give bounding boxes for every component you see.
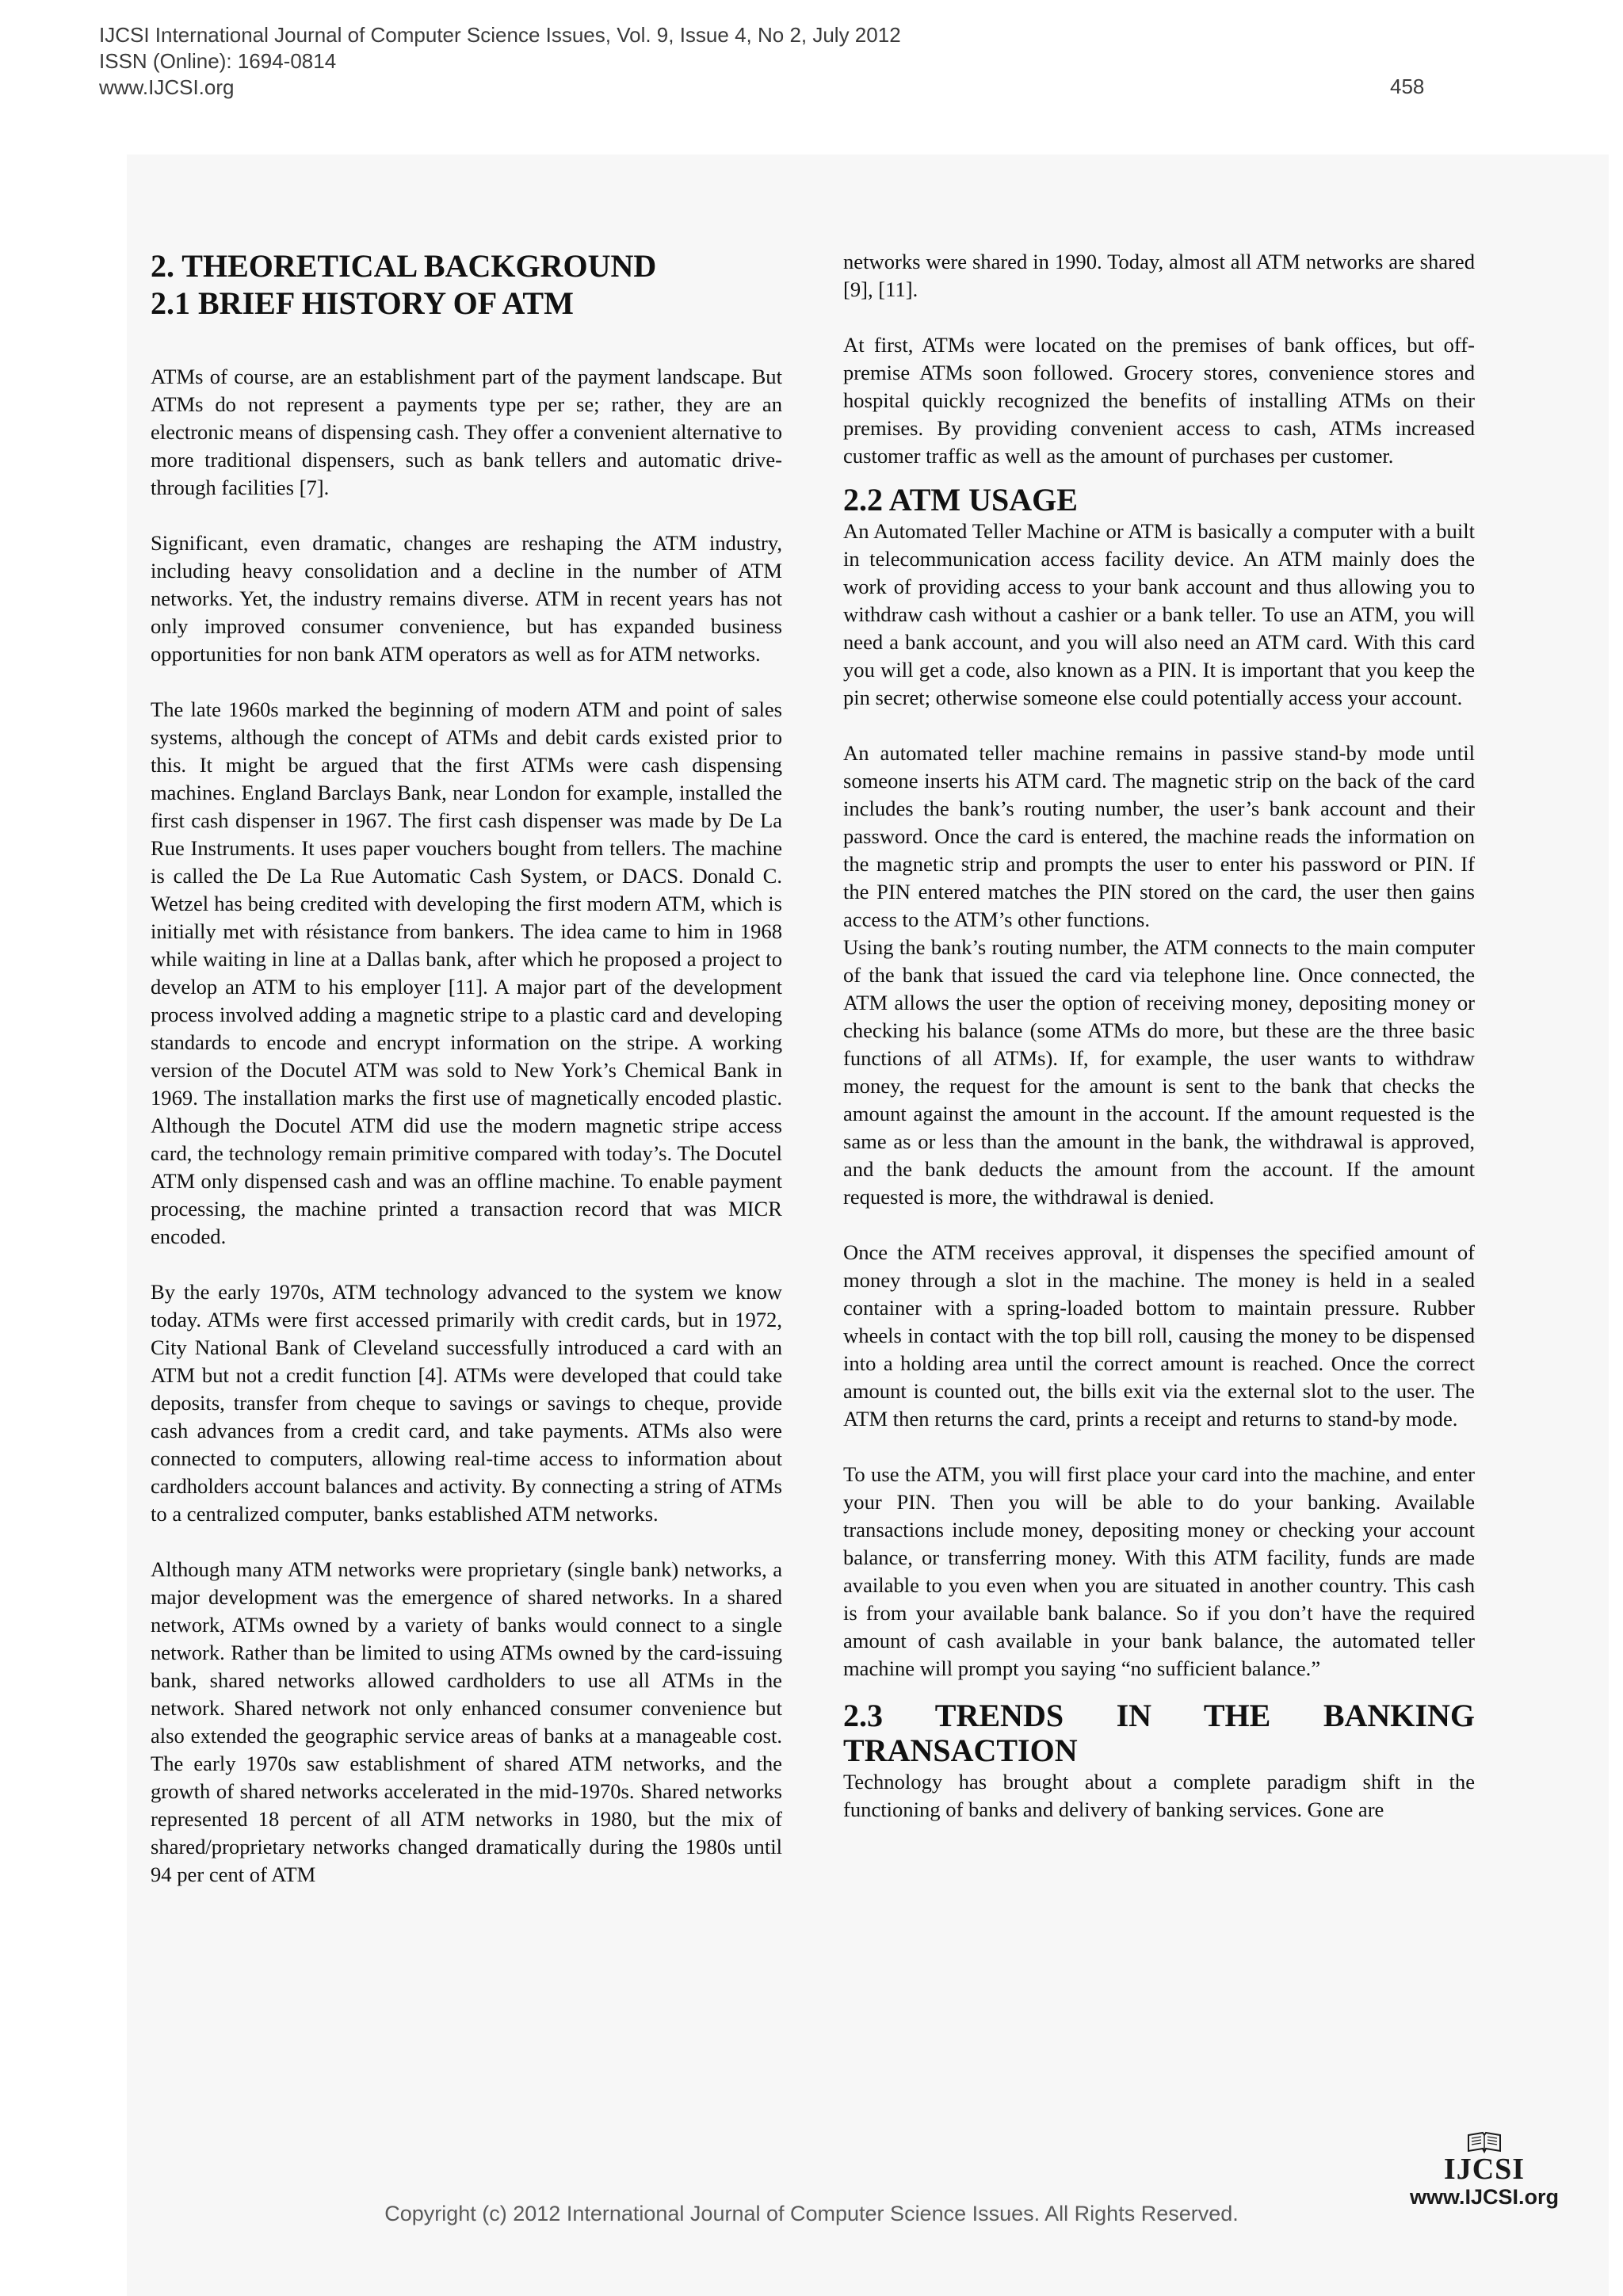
paragraph-standby-mode: An automated teller machine remains in passive stand-by mode until someone inserts his ATM card. The magnetic strip on the back of the card includes the bank’s routing number, the user’s bank account and their password. Once the card is entered, the machine reads the information on the magnetic strip and prompts the user to enter his password or PIN. If the PIN entered matches the PIN stored on the card, the user then gains access to the ATM’s other functions. (843, 741, 1475, 931)
subsection-title-history: 2.1 BRIEF HISTORY OF ATM (151, 285, 574, 321)
subsection-title-trends: 2.3 TRENDS IN THE BANKING TRANSACTION (843, 1698, 1475, 1768)
paragraph-industry-changes: Significant, even dramatic, changes are reshaping the ATM industry, including heavy consolidation and a decline in the number of ATM networks. Yet, the industry remains diverse. ATM in recent years has not only improved consumer convenience, but has expanded business opportunities for non bank ATM operators as well as for ATM networks. (151, 531, 782, 666)
ijcsi-logo (1401, 2130, 1568, 2210)
paragraph-atm-premises: At first, ATMs were located on the premises of bank offices, but off-premise ATMs soon followed. Grocery stores, convenience stores and hospital quickly recognized the benefits of installing ATMs on their premises. By providing convenient access to cash, ATMs increased customer traffic as well as the amount of purchases per customer. (843, 333, 1475, 468)
paragraph-shared-networks: Although many ATM networks were proprietary (single bank) networks, a major development was the emergence of shared networks. In a shared network, ATMs owned by a variety of banks would connect to a single network. Rather than be limited to using ATMs owned by the card-issuing bank, shared networks allowed cardholders to use all ATMs in the network. Shared network not only enhanced consumer convenience but also extended the geographic service areas of banks at a manageable cost. The early 1970s saw establishment of shared ATM networks, and the growth of shared networks accelerated in the mid-1970s. Shared networks represented 18 percent of all ATM networks in 1980, but the mix of shared/proprietary networks changed dramatically during the 1980s until 94 per cent of ATM (151, 1557, 782, 1886)
paragraph-trends: Technology has brought about a complete paradigm shift in the functioning of banks and delivery of banking services. Gone are (843, 1770, 1475, 1821)
section-heading-block (151, 247, 782, 322)
section-title: 2. THEORETICAL BACKGROUND (151, 248, 657, 284)
open-book-icon (1467, 2130, 1502, 2154)
journal-line: IJCSI International Journal of Computer Science Issues, Vol. 9, Issue 4, No 2, July 2012 (99, 23, 901, 47)
issn-line: ISSN (Online): 1694-0814 (99, 49, 337, 73)
left-column (151, 247, 782, 1889)
paragraph-late-1960s: The late 1960s marked the beginning of modern ATM and point of sales systems, although the concept of ATMs and debit cards existed prior to this. It might be argued that the first ATMs were cash dispensing machines. England Barclays Bank, near London for example, installed the first cash dispenser in 1967. The first cash dispenser was made by De La Rue Instruments. It uses paper vouchers bought from tellers. The machine is called the De La Rue Automatic Cash System, or DACS. Donald C. Wetzel has being credited with developing the first modern ATM, which is initially met with résistance from bankers. The idea came to him in 1968 while waiting in line at a Dallas bank, after which he proposed a project to develop an ATM to his employer [11]. A major part of the development process involved adding a magnetic stripe to a plastic card and developing standards to encode and encrypt information on the stripe. A working version of the Docutel ATM was sold to New York’s Chemical Bank in 1969. The installation marks the first use of magnetically encoded plastic. Although the Docutel ATM did use the modern magnetic stripe access card, the technology remain primitive compared with today’s. The Docutel ATM only dispensed cash and was an offline machine. To enable payment processing, the machine printed a transaction record that was MICR encoded. (151, 697, 782, 1248)
paragraph-payment-landscape: ATMs of course, are an establishment part of the payment landscape. But ATMs do not represent a payments type per se; rather, they are an electronic means of dispensing cash. They offer a convenient alternative to more traditional dispensers, such as bank tellers and automatic drive- through facilities [7]. (151, 365, 782, 499)
journal-website: www.IJCSI.org (99, 75, 235, 99)
page-number: 458 (1390, 74, 1425, 98)
copyright-footer: Copyright (c) 2012 International Journal of Computer Science Issues. All Rights Reserved. (384, 2202, 1239, 2225)
paragraph-early-1970s: By the early 1970s, ATM technology advanced to the system we know today. ATMs were first accessed primarily with credit cards, but in 1972, City National Bank of Cleveland successfully introduced a card with an ATM but not a credit function [4]. ATMs were developed that could take deposits, transfer from cheque to savings or savings to cheque, provide cash advances from a credit card, and take payments. ATMs also were connected to computers, allowing real-time access to information about cardholders account balances and activity. By connecting a string of ATMs to a centralized computer, banks established ATM networks. (151, 1280, 782, 1526)
logo-wordmark: IJCSI (1443, 2153, 1526, 2186)
subsection-title-usage: 2.2 ATM USAGE (843, 482, 1078, 518)
paragraph-dispensing: Once the ATM receives approval, it dispenses the specified amount of money through a slot in the machine. The money is held in a sealed container with a spring-loaded bottom to maintain pressure. Rubber wheels in contact with the top bill roll, causing the money to be dispensed into a holding area until the correct amount is reached. Once the correct amount is counted out, the bills exit via the external slot to the user. The ATM then returns the card, prints a receipt and returns to stand-by mode. (843, 1240, 1475, 1431)
paragraph-routing-number: Using the bank’s routing number, the ATM connects to the main computer of the bank that issued the card via telephone line. Once connected, the ATM allows the user the option of receiving money, depositing money or checking his balance (some ATMs do more, but these are the three basic functions of all ATMs). If, for example, the user wants to withdraw money, the request for the amount is sent to the bank that checks the amount against the amount in the account. If the amount requested is the same as or less than the amount in the bank, the withdrawal is approved, and the bank deducts the amount from the account. If the amount requested is more, the withdrawal is denied. (843, 935, 1475, 1209)
paragraph-using-atm: To use the ATM, you will first place your card into the machine, and enter your PIN. Then you will be able to do your banking. Available transactions include money, depositing money or checking your account balance, or transferring money. With this ATM facility, funds are made available to you even when you are situated in another country. This cash is from your available bank balance. So if you don’t have the required amount of cash available in your bank balance, the automated teller machine will prompt you saying “no sufficient balance.” (843, 1462, 1475, 1680)
running-header (99, 22, 901, 101)
right-column (843, 248, 1475, 1824)
logo-website: www.IJCSI.org (1409, 2185, 1560, 2209)
paragraph-atm-definition: An Automated Teller Machine or ATM is basically a computer with a built in telecommunication access facility device. An ATM mainly does the work of providing access to your bank account and thus allowing you to withdraw cash without a cashier or a bank teller. To use an ATM, you will need a bank account, and you will also need an ATM card. With this card you will get a code, also known as a PIN. It is important that you keep the pin secret; otherwise someone else could potentially access your account. (843, 519, 1475, 709)
paragraph-continuation: networks were shared in 1990. Today, almost all ATM networks are shared [9], [11]. (843, 250, 1475, 301)
